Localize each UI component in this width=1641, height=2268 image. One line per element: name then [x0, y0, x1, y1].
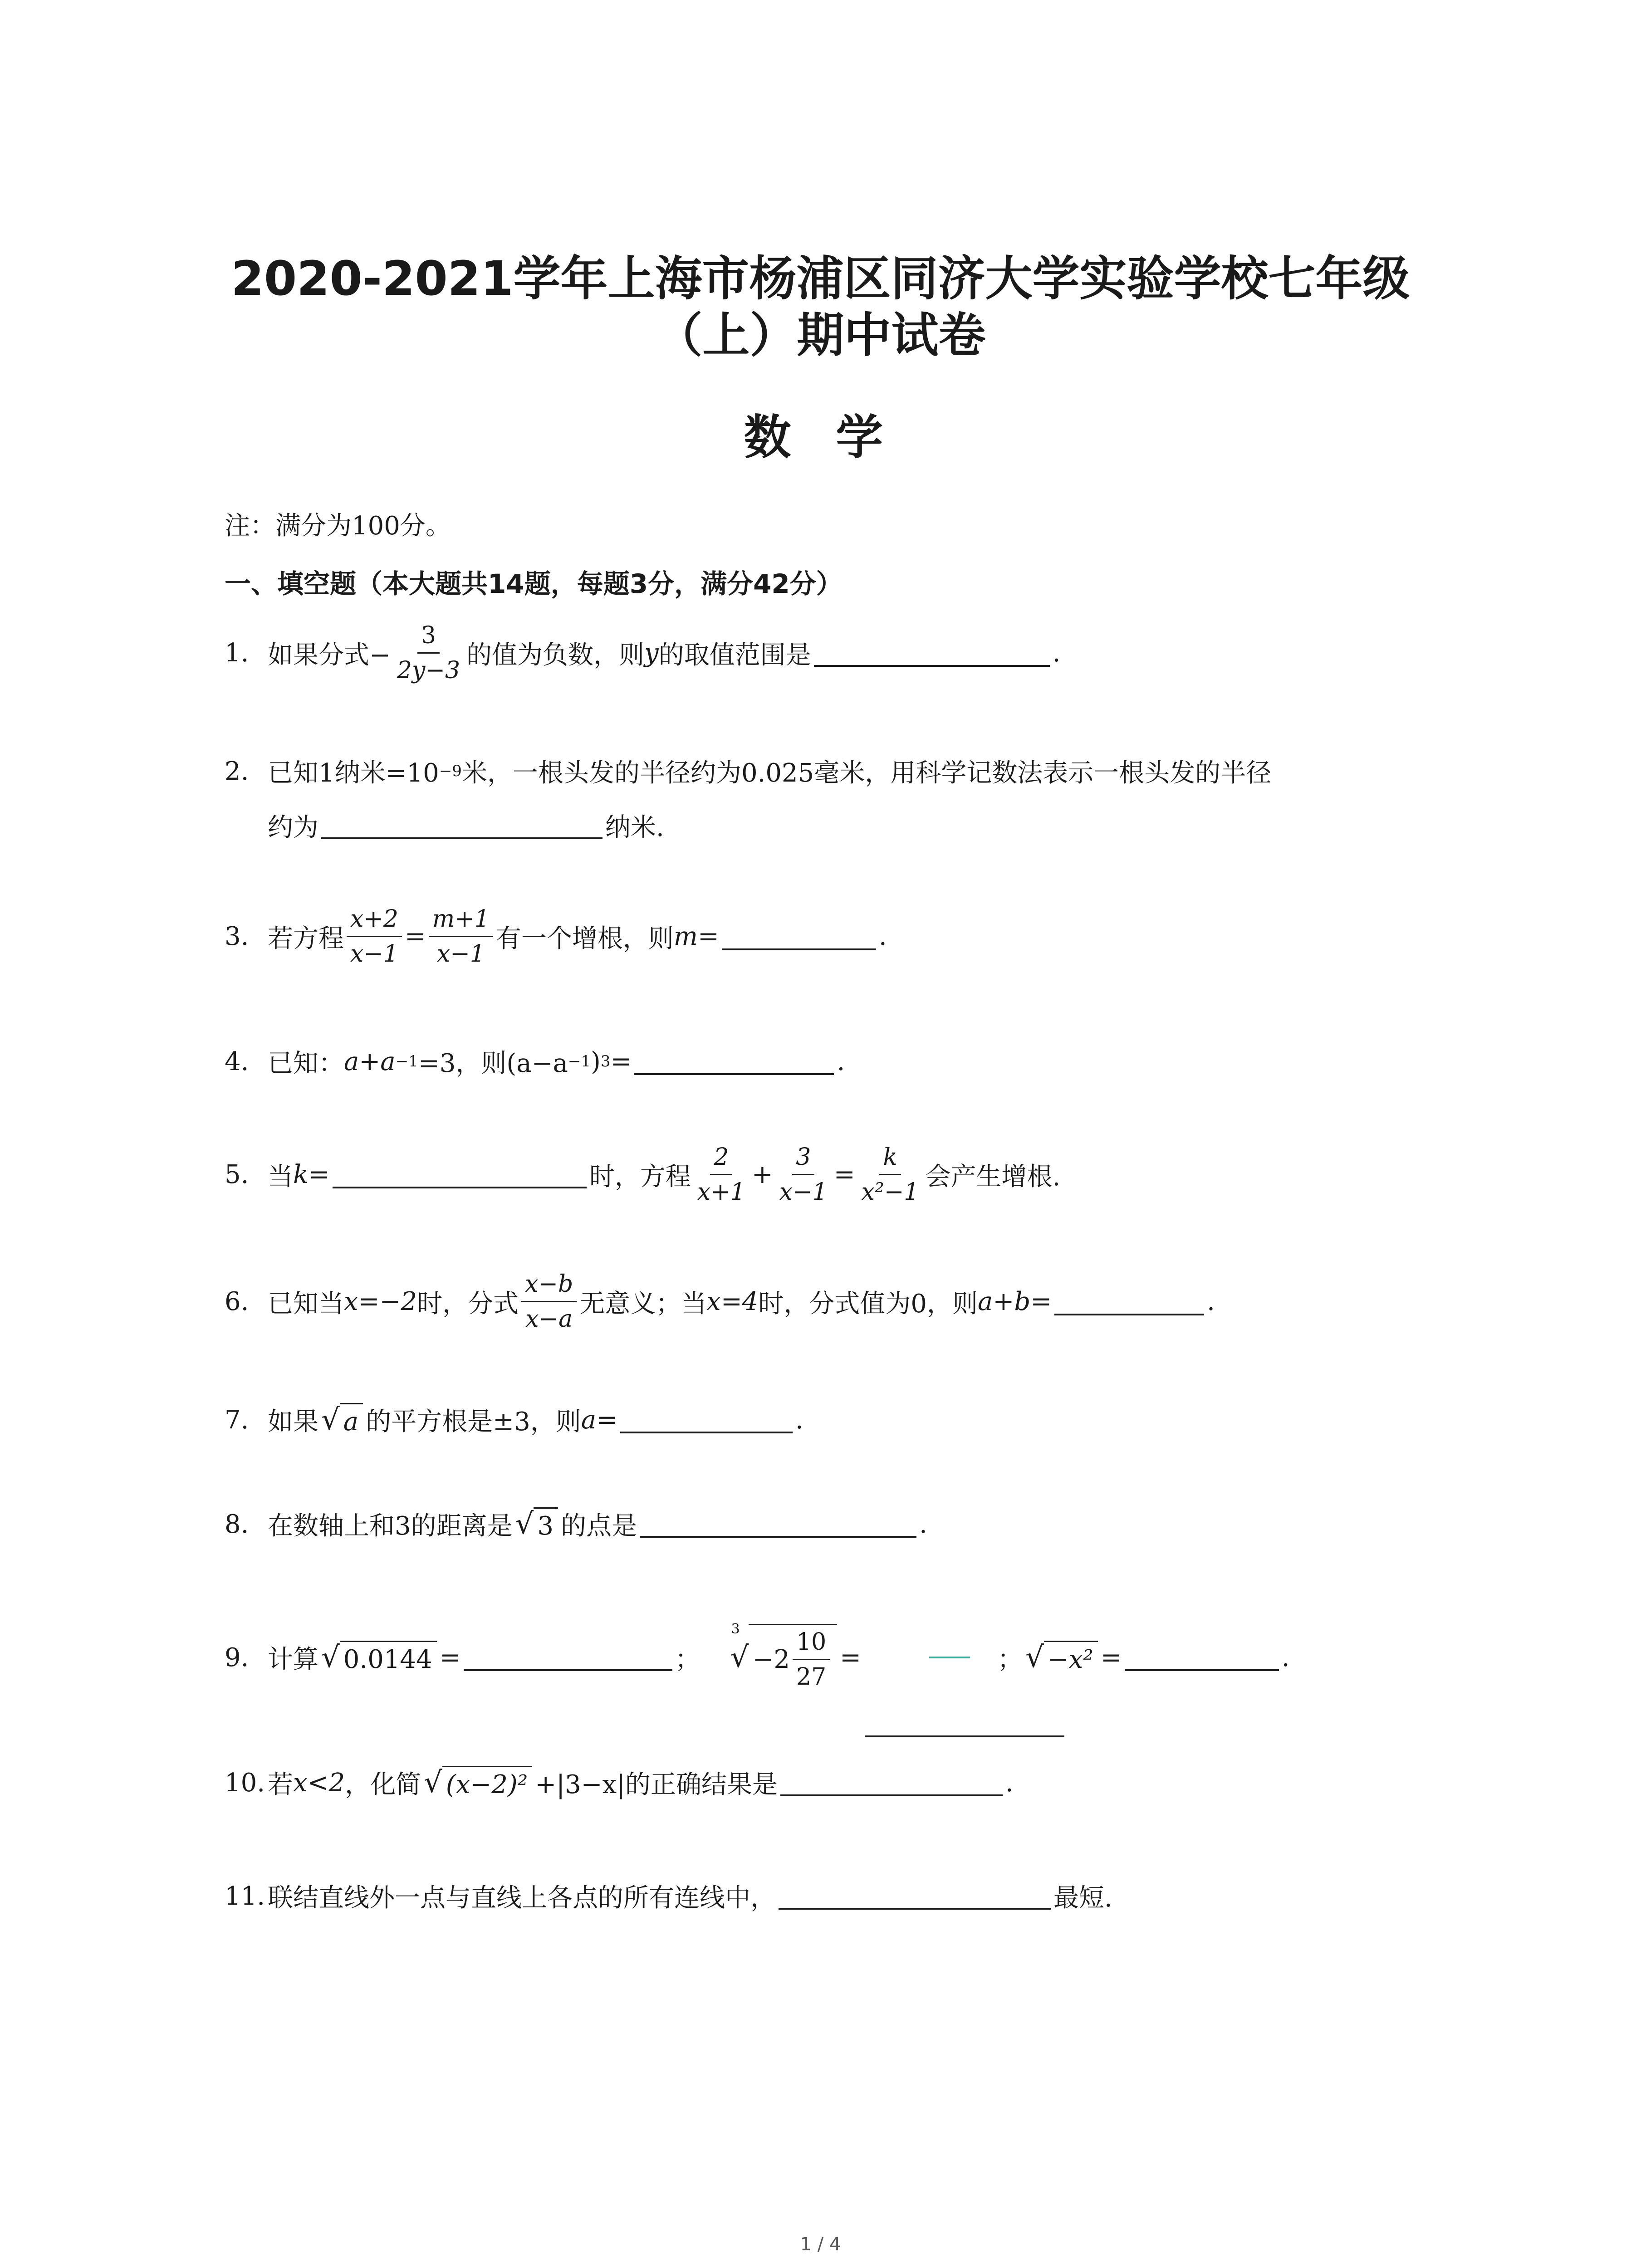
fraction: $\frac{x-b}{x-a}$: [521, 1270, 577, 1334]
answer-blank[interactable]: [722, 923, 876, 950]
score-note: 注：满分为100分。: [225, 511, 451, 541]
green-dash-mark: [929, 1657, 970, 1658]
question-6: 6. 已知当 x=−2 时，分式 $\frac{x-b}{x-a}$ 无意义；当 x=4 时，分式值为0，则 a+b = .: [225, 1271, 1215, 1333]
question-10: 10. 若 x<2 ，化简 √ (x−2)² +|3−x|的正确结果是 .: [225, 1766, 1014, 1799]
question-3: 3. 若方程 $\frac{x+2}{x-1}$ = $\frac{m+1}{x-1}$ 有一个增根，则 m = .: [225, 905, 887, 968]
exam-title-line1: 2020-2021学年上海市杨浦区同济大学实验学校七年级: [231, 251, 1410, 306]
question-4: 4. 已知： a+a −1 =3，则(a−a −1 ) 3 = .: [225, 1046, 845, 1078]
answer-blank[interactable]: [333, 1161, 587, 1188]
answer-blank[interactable]: [1125, 1644, 1279, 1671]
fraction: $\frac{k}{\text{x²−1}}$: [861, 1144, 919, 1206]
question-11: 11. 联结直线外一点与直线上各点的所有连线中， 最短.: [225, 1881, 1112, 1913]
fraction: $\frac{x+2}{x-1}$: [347, 905, 402, 968]
answer-blank[interactable]: [620, 1406, 793, 1433]
subject-title: 数 学: [744, 410, 897, 465]
answer-blank[interactable]: [464, 1644, 672, 1671]
question-9-second-blank: [862, 1710, 1067, 1737]
section-heading: 一、填空题（本大题共14题，每题3分，满分42分）: [225, 568, 843, 599]
sqrt-symbol: √ a: [321, 1403, 363, 1437]
question-8: 8. 在数轴上和3的距离是 √ 3 的点是 .: [225, 1507, 927, 1541]
answer-blank[interactable]: [814, 640, 1050, 667]
fraction: $\frac{m+1}{x-1}$: [429, 905, 493, 968]
exam-title-line2: （上）期中试卷: [655, 308, 986, 363]
answer-blank[interactable]: [640, 1510, 916, 1538]
question-2-line2: 约为 纳米.: [268, 813, 664, 842]
answer-blank[interactable]: [634, 1048, 834, 1075]
question-2: 2. 已知1纳米=10 −9 米，一根头发的半径约为0.025毫米，用科学记数法表示一根头发的半径: [225, 756, 1272, 788]
cube-root-symbol: 3 √ −2 $\frac{10}{27}$: [730, 1624, 838, 1691]
answer-blank[interactable]: [780, 1769, 1003, 1796]
answer-blank[interactable]: [1054, 1288, 1204, 1315]
fraction: $\frac{10}{27}$: [793, 1628, 830, 1691]
sqrt-symbol: √ 3: [515, 1507, 558, 1541]
question-1: 1. 如果分式− $\frac{3}{2y-3}$ 的值为负数，则 y 的取值范围是 .: [225, 622, 1061, 684]
question-5: 5. 当 k = 时，方程 $\frac{2}{x+1}$ + $\frac{3}{x-1}$ = $\frac{k}{\text{x²−1}}$ 会产生增根.: [225, 1144, 1061, 1206]
fraction: $\frac{3}{x-1}$: [779, 1144, 828, 1206]
sqrt-symbol: √ 0.0144: [321, 1641, 437, 1674]
sqrt-symbol: √ −x²: [1025, 1641, 1098, 1674]
page-number: 1 / 4: [800, 2234, 841, 2255]
answer-blank[interactable]: [321, 812, 603, 839]
question-7: 7. 如果 √ a 的平方根是±3，则 a = .: [225, 1403, 803, 1437]
answer-blank[interactable]: [865, 1710, 1064, 1737]
fraction: $\frac{2}{x+1}$: [697, 1144, 745, 1206]
question-9: 9. 计算 √ 0.0144 = ； 3 √ −2 $\frac{10}{27}$ = ； √ −x² = .: [225, 1621, 1290, 1691]
fraction: $\frac{3}{2y-3}$: [397, 622, 460, 684]
answer-blank[interactable]: [779, 1882, 1051, 1910]
sqrt-symbol: √ (x−2)²: [424, 1766, 532, 1799]
